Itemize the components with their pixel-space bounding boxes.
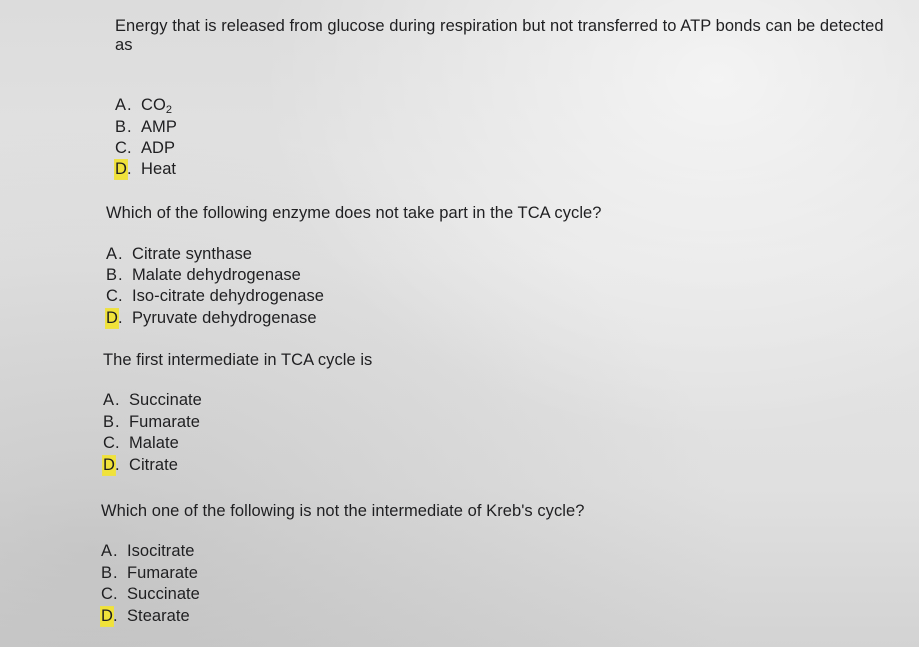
option-letter: C xyxy=(115,139,127,157)
question-4-option-a xyxy=(101,542,194,561)
option-label: CO xyxy=(141,96,166,114)
option-letter: A xyxy=(106,245,118,263)
option-letter: B xyxy=(101,564,113,582)
option-letter: C xyxy=(103,434,115,452)
option-label: Pyruvate dehydrogenase xyxy=(132,309,317,327)
question-3-option-d xyxy=(103,456,178,475)
question-3-option-a xyxy=(103,391,202,410)
option-separator: . xyxy=(127,96,132,114)
option-letter: C xyxy=(101,585,113,603)
question-1 xyxy=(115,17,895,178)
option-label: Malate xyxy=(129,434,179,452)
option-separator: . xyxy=(118,287,123,305)
question-3-option-b xyxy=(103,413,200,432)
option-label: Citrate xyxy=(129,456,178,474)
option-label: Fumarate xyxy=(129,413,201,431)
question-2-option-c xyxy=(106,287,324,306)
option-letter: B xyxy=(115,118,127,136)
option-letter-highlighted: D xyxy=(101,607,113,625)
option-label: ADP xyxy=(141,139,176,157)
option-letter: A xyxy=(103,391,115,409)
question-1-option-b xyxy=(115,118,177,137)
option-label: AMP xyxy=(141,118,177,136)
option-letter-highlighted: D xyxy=(103,456,115,474)
question-3 xyxy=(103,351,883,474)
question-4-text: Which one of the following is not the intermediate of Kreb's cycle? xyxy=(101,502,585,520)
option-label: Heat xyxy=(141,160,177,178)
question-3-text: The first intermediate in TCA cycle is xyxy=(103,351,373,369)
option-label: Stearate xyxy=(127,607,190,625)
option-label: Malate dehydrogenase xyxy=(132,266,301,284)
option-label: Succinate xyxy=(127,585,200,603)
option-label: Iso-citrate dehydrogenase xyxy=(132,287,325,305)
option-separator: . xyxy=(115,456,120,474)
option-separator: . xyxy=(113,542,118,560)
option-separator: . xyxy=(118,309,123,327)
option-separator: . xyxy=(118,266,123,284)
option-label: Fumarate xyxy=(127,564,199,582)
option-label: Citrate synthase xyxy=(132,245,253,263)
option-separator: . xyxy=(118,245,123,263)
option-letter: B xyxy=(103,413,115,431)
option-label: Succinate xyxy=(129,391,202,409)
option-separator: . xyxy=(113,607,118,625)
option-separator: . xyxy=(115,391,120,409)
option-letter: B xyxy=(106,266,118,284)
option-separator: . xyxy=(115,413,120,431)
option-separator: . xyxy=(127,118,132,136)
question-1-text: Energy that is released from glucose during respiration but not transferred to ATP bonds can be detected as xyxy=(115,17,884,54)
option-separator: . xyxy=(127,139,132,157)
question-2-option-b xyxy=(106,266,301,285)
question-4-option-d xyxy=(101,607,190,626)
option-letter: C xyxy=(106,287,118,305)
question-4-option-c xyxy=(101,585,200,604)
option-letter-highlighted: D xyxy=(115,160,127,178)
question-4-option-b xyxy=(101,564,198,583)
option-separator: . xyxy=(113,585,118,603)
option-letter: A xyxy=(101,542,113,560)
question-2-text: Which of the following enzyme does not take part in the TCA cycle? xyxy=(106,204,602,222)
question-2-option-a xyxy=(106,245,252,264)
option-separator: . xyxy=(113,564,118,582)
question-2-option-d xyxy=(106,309,317,328)
question-1-option-a xyxy=(115,96,172,120)
option-letter-highlighted: D xyxy=(106,309,118,327)
question-4 xyxy=(101,502,881,625)
option-subscript: 2 xyxy=(165,104,173,116)
question-1-option-c xyxy=(115,139,175,158)
option-separator: . xyxy=(127,160,132,178)
option-label: Isocitrate xyxy=(127,542,195,560)
question-1-option-d xyxy=(115,160,176,179)
question-2 xyxy=(106,204,886,327)
question-3-option-c xyxy=(103,434,179,453)
option-separator: . xyxy=(115,434,120,452)
option-letter: A xyxy=(115,96,127,114)
